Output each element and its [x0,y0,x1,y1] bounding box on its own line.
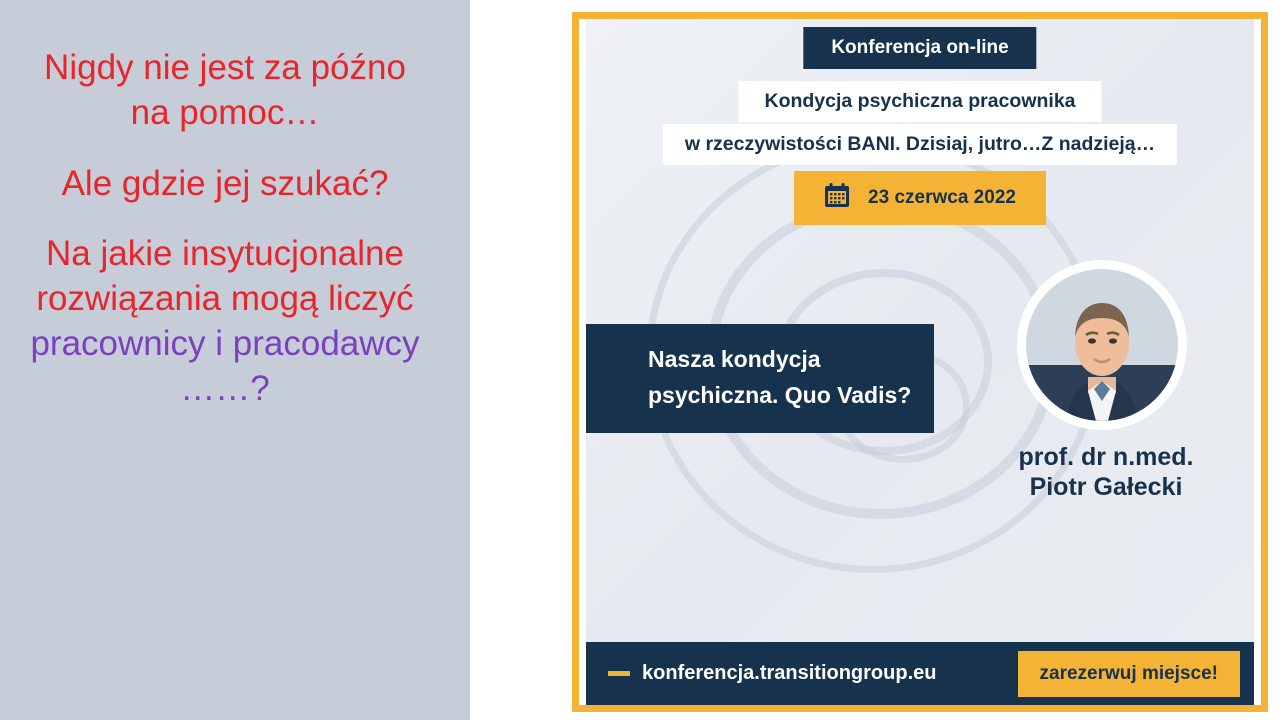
poster-body [586,19,1254,649]
speaker-title-line: prof. dr n.med. [1018,443,1194,471]
calendar-icon [824,182,850,214]
left-paragraph-3-purple: pracownicy i pracodawcy ……? [30,323,420,408]
online-conference-badge: Konferencja on-line [803,27,1036,69]
reserve-seat-button[interactable]: zarezerwuj miejsce! [1018,651,1240,697]
speaker-name-line: Piotr Gałecki [1029,472,1183,501]
speaker-avatar [1026,269,1178,421]
left-paragraph-3 [20,232,430,411]
wavy-edge-decoration [430,0,490,720]
footer-url-group[interactable] [608,662,936,685]
dash-icon [608,671,630,676]
conference-url[interactable]: konferencja.transitiongroup.eu [642,662,937,684]
lecture-topic-line-2: psychiczna. Quo Vadis? [648,381,912,408]
lecture-topic-box [586,324,934,433]
left-text-panel [0,0,470,720]
event-date-label: 23 czerwca 2022 [868,187,1016,208]
event-date-chip [794,171,1046,225]
lecture-topic-line-1: Nasza kondycja [648,346,821,372]
left-paragraph-3-red: Na jakie insytucjonalne rozwiązania mogą liczyć [36,234,414,319]
conference-poster [572,12,1268,712]
left-paragraph-1: Nigdy nie jest za późno na pomoc… [44,48,406,132]
poster-title-line-2: w rzeczywistości BANI. Dzisiaj, jutro…Z nadzieją… [663,124,1177,165]
speaker-name [972,443,1240,502]
poster-title-line-1: Kondycja psychiczna pracownika [738,81,1101,122]
left-paragraph-2: Ale gdzie jej szukać? [61,163,389,203]
poster-footer [586,642,1254,705]
left-panel-text-block [20,46,430,412]
